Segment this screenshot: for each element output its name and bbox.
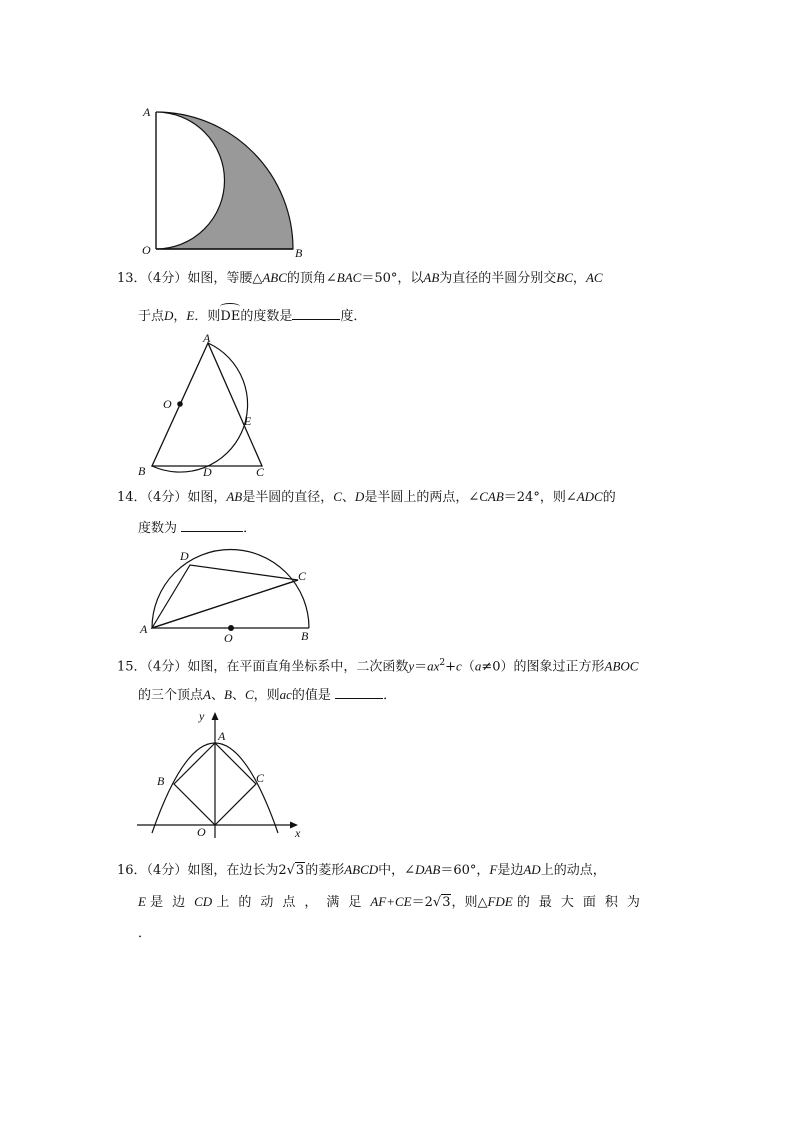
chord-AC <box>152 580 298 628</box>
sqrt-3: √3 <box>286 863 305 878</box>
label-y: y <box>199 709 205 723</box>
label-C: C <box>256 465 265 479</box>
label-B: B <box>301 629 309 643</box>
answer-blank[interactable] <box>335 686 383 699</box>
question-13-line-2: 于点D，E．则DE的度数是 度． <box>138 306 366 327</box>
sqrt-3: √3 <box>432 895 451 910</box>
label-O: O <box>224 631 233 645</box>
label-O: O <box>142 243 151 257</box>
question-16-line-3: ． <box>138 926 152 941</box>
label-A: A <box>218 729 226 743</box>
question-16-line-1: 16．（4分）如图，在边长为2√3的菱形ABCD中，∠DAB＝60°，F是边AD上的动点， <box>117 860 606 881</box>
figure-quarter-circle <box>140 100 310 260</box>
y-axis-arrow <box>212 712 219 720</box>
label-D: D <box>203 465 212 479</box>
figure-triangle-semicircle <box>135 333 285 483</box>
label-A: A <box>143 105 151 119</box>
question-14-line-2: 度数为 ． <box>138 521 257 536</box>
shaded-region <box>156 112 293 249</box>
question-15-line-2: 的三个顶点A、B、C，则ac的值是 ． <box>138 687 397 703</box>
center-O <box>177 401 183 407</box>
label-C: C <box>256 771 265 785</box>
label-O: O <box>197 825 206 839</box>
question-13-line-1: 13．（4分）如图，等腰△ABC的顶角∠BAC＝50°，以AB为直径的半圆分别交BC，AC <box>117 270 603 286</box>
label-B: B <box>138 464 146 478</box>
label-C: C <box>298 569 307 583</box>
label-A: A <box>140 622 148 636</box>
label-O: O <box>163 397 172 411</box>
arc-DE: DE <box>220 307 240 327</box>
label-B: B <box>295 246 303 260</box>
question-16-line-2: E 是边CD 上的动点，满足AF+CE＝2√3，则△FDE 的最大面积为 <box>138 892 649 913</box>
figure-semicircle <box>135 545 315 645</box>
question-15-line-1: 15．（4分）如图，在平面直角坐标系中，二次函数$y=ax^2+c(a\ne 0)$的图象过正方形ABOC <box>117 658 639 675</box>
answer-blank[interactable] <box>292 307 340 320</box>
label-x: x <box>295 826 301 840</box>
answer-blank[interactable] <box>181 519 243 532</box>
figure-parabola-square <box>135 705 310 845</box>
question-14-line-1: 14．（4分）如图，AB是半圆的直径，C、D是半圆上的两点，∠CAB＝24°，则∠ADC的 <box>117 489 616 505</box>
label-A: A <box>203 331 211 345</box>
label-B: B <box>157 774 165 788</box>
label-E: E <box>244 414 252 428</box>
label-D: D <box>180 549 189 563</box>
